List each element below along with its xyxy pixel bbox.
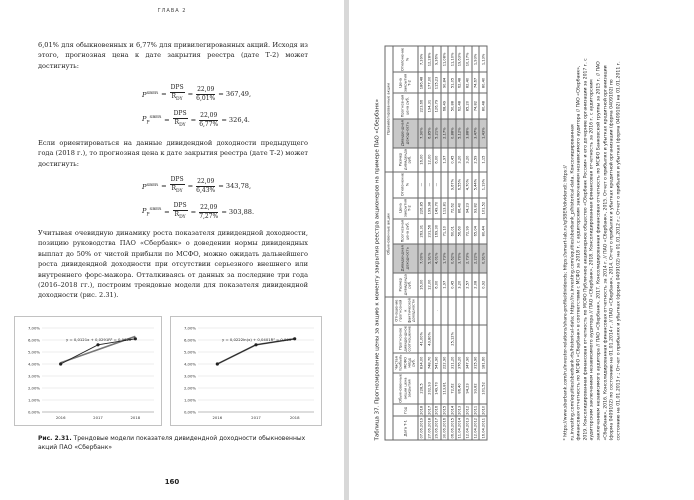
- table-cell: 194,31: [425, 93, 433, 118]
- table-col-header: Прогнозное дивидендное соотношение: [393, 325, 418, 354]
- y-tick-label: 7,00%: [27, 325, 40, 331]
- table-cell: 6,55%: [456, 172, 464, 198]
- table-cell: 11.04.2014: [457, 417, 462, 439]
- table-row: [441, 46, 449, 440]
- table-cell: —: [425, 172, 433, 198]
- table-cell: 181,60: [479, 353, 487, 372]
- table-row: [433, 46, 441, 440]
- table-note: ru.investing.com/equities/sberbank-rts/historical-data; https://ru.investing.com/equities/sberbank_p/historical-data. Консолидированная: [570, 124, 576, 441]
- table-group-blank: [385, 297, 393, 440]
- table-cell: 4,70%: [464, 172, 472, 198]
- table-cell: [418, 297, 426, 325]
- data-point: [293, 337, 296, 340]
- table-cell: 347,90: [464, 353, 472, 372]
- table-cell: [441, 325, 449, 354]
- trend-equation: y = 0,0222ln(x) + 0,0401R² = 0,999: [222, 337, 292, 342]
- y-tick-label: 0,00%: [27, 409, 40, 415]
- table-cell: 51,05: [448, 72, 456, 93]
- table-col-header: Дата Т-1: [393, 416, 418, 440]
- table-cell: 315,90: [472, 353, 480, 372]
- table-cell: 90,84: [441, 72, 449, 93]
- table-cell: 06.06.2015: [450, 417, 455, 439]
- table-cell: 0,62%: [448, 244, 456, 273]
- table-cell: 43,80%: [425, 325, 433, 354]
- y-tick-label: 7,00%: [183, 325, 196, 331]
- table-cell: 7,90%: [418, 119, 426, 148]
- formula-2: $P_P^{SBER}$ = $\frac{\text{DPS}}{R_{DY}}$ = $\frac{22,09}{6,77\%}$ = 326,4.: [142, 110, 250, 129]
- y-tick-label: 4,00%: [27, 361, 40, 367]
- table-cell: 27.06.2018: [427, 417, 432, 439]
- table-cell: 228,5: [418, 373, 426, 405]
- table-col-header: Чистая прибыль МСФО млрд руб.: [393, 353, 418, 372]
- table-cell: 6,00: [433, 148, 441, 172]
- table-col-header: Размер дивиденда руб.: [393, 148, 418, 172]
- table-notes: [564, 56, 623, 441]
- data-point: [96, 343, 99, 346]
- table-cell: 311,20: [448, 353, 456, 372]
- running-header: ГЛАВА 2: [157, 8, 187, 14]
- formula-4: $P_P^{SBER}$ = $\frac{\text{DPS}}{R_{DY}}$ = $\frac{22,09}{7,27\%}$ = 303,88.: [142, 202, 255, 221]
- data-point: [216, 362, 219, 365]
- table-cell: [448, 297, 456, 325]
- table-row: [464, 46, 472, 440]
- table-cell: 60,01: [448, 219, 456, 244]
- table-cell: [472, 325, 480, 354]
- y-tick-label: 5,00%: [27, 349, 40, 355]
- table-cell: 3,70%: [456, 244, 464, 273]
- table-cell: 72,62: [448, 373, 456, 405]
- table-cell: 6,85%: [425, 119, 433, 148]
- table-cell: 1,97: [441, 273, 449, 297]
- page-number: 160: [164, 478, 180, 486]
- table-cell: 748,70: [425, 353, 433, 372]
- y-tick-label: 3,00%: [183, 373, 196, 379]
- table-cell: 2,08: [472, 273, 480, 297]
- table-cell: 16.04.2011: [481, 417, 486, 439]
- table-cell: 4,01%: [433, 244, 441, 273]
- table-row: [425, 46, 433, 440]
- paragraph-2: Если ориентироваться на данные дивидендной доходности предыдущего года (2018 г.), то прогнозная цена к дате закрытия реестра (дате Т-2) может достигнуть:: [38, 139, 308, 168]
- table-cell: 10,17%: [464, 46, 472, 72]
- table-cell: 19,63%: [456, 46, 464, 72]
- table-cell: 541,90: [433, 353, 441, 372]
- table-cell: 2012: [465, 405, 470, 415]
- figure-caption: Рис. 2.31. Трендовые модели показателя дивидендной доходности обыкновенных акций ПАО «Сбербанк»: [38, 435, 306, 451]
- table-row: [448, 46, 456, 440]
- table-col-header: Дивидендная доходность: [393, 119, 418, 148]
- x-tick-label: 2018: [289, 415, 300, 420]
- table-cell: 56,60: [456, 219, 464, 244]
- table-cell: 72,62: [448, 198, 456, 219]
- data-point: [254, 343, 257, 346]
- table-note: * https://www.sberbank.com/ru/investor-relations/share-profile/dividends; https://smart-lab.ru/q/SBER/dividend/; https://: [563, 165, 569, 441]
- table-cell: 5,12%: [456, 119, 464, 148]
- y-tick-label: 2,00%: [27, 385, 40, 391]
- data-point: [134, 337, 137, 340]
- y-tick-label: 1,00%: [27, 397, 40, 403]
- table-cell: 1,97: [441, 148, 449, 172]
- table-cell: 11,10%: [448, 46, 456, 72]
- table-cell: 07.06.2019: [419, 417, 424, 439]
- table-cell: 86,40: [456, 198, 464, 219]
- table-cell: 263,31: [418, 219, 426, 244]
- table-cell: 29.06.2017: [434, 417, 439, 439]
- table-cell: 149,70: [433, 198, 441, 219]
- x-tick-label: 2017: [251, 415, 261, 420]
- table-cell: 149,70: [433, 373, 441, 405]
- table-cell: 30.06.2016: [442, 417, 447, 439]
- table-col-header: Размер дивиденда руб.: [393, 273, 418, 297]
- linear-trend-chart: [14, 316, 162, 426]
- table-cell: [464, 325, 472, 354]
- table-cell: 71,10: [441, 219, 449, 244]
- table-cell: 169,30: [433, 219, 441, 244]
- table-cell: 1,19%: [479, 172, 487, 198]
- formula-3: $P^{SBER}$ = $\frac{\text{DPS}}{R_{DY}}$ = $\frac{22,09}{6,43\%}$ = 343,78,: [142, 176, 252, 195]
- table-col-header: Обыкновенные акции цена закрытия: [393, 373, 418, 405]
- table-cell: 50,88: [448, 93, 456, 118]
- table-cell: 25,12%: [448, 325, 456, 354]
- table-cell: 93,82: [472, 373, 480, 405]
- table-cell: 6,00: [433, 273, 441, 297]
- y-tick-label: 4,00%: [183, 361, 196, 367]
- table-cell: 7,39%: [418, 46, 426, 72]
- table-col-header: Цена закрытия Т-2: [393, 72, 418, 93]
- table-group-ordinary: Обыкновенные акции: [385, 172, 393, 297]
- table-cell: 2,57: [464, 273, 472, 297]
- table-cell: 12.04.2013: [465, 417, 470, 439]
- table-cell: 202,93: [425, 373, 433, 405]
- table-cell: 9,36%: [433, 46, 441, 72]
- data-point: [59, 362, 62, 365]
- table-cell: 115,23: [433, 72, 441, 93]
- table-row: [418, 46, 426, 440]
- table-cell: 65,04: [472, 219, 480, 244]
- table-cell: 12.04.2012: [473, 417, 478, 439]
- y-tick-label: 1,00%: [183, 397, 196, 403]
- table-cell: 68,49: [441, 93, 449, 118]
- table-cell: 0,91%: [479, 244, 487, 273]
- table-col-header: Прогнозная цена руб.: [393, 93, 418, 118]
- right-page: [349, 0, 694, 500]
- table-cell: 80,48: [479, 93, 487, 118]
- y-tick-label: 6,00%: [183, 337, 196, 343]
- table-cell: [456, 325, 464, 354]
- table-cell: 226,85: [418, 198, 426, 219]
- table-cell: 82,40: [464, 72, 472, 93]
- table-cell: [456, 297, 464, 325]
- table-cell: .: [433, 297, 441, 325]
- table-cell: 1,43%: [479, 119, 487, 148]
- table-cell: 376,20: [456, 353, 464, 372]
- table-cell: —: [433, 172, 441, 198]
- table-cell: 2011: [473, 405, 478, 415]
- table-cell: 16,00: [418, 148, 426, 172]
- y-tick-label: 5,00%: [183, 349, 196, 355]
- table-cell: —: [418, 172, 426, 198]
- table-col-header: Отклонение %: [393, 172, 418, 198]
- table-title: Таблица 37. Прогнозирование цены за акцию к моменту закрытия реестра акционеров на примере ПАО «Сбербанк»: [374, 99, 381, 441]
- table-cell: 3,88%: [464, 119, 472, 148]
- table-cell: 2013: [457, 405, 462, 415]
- table-cell: 94,23: [464, 198, 472, 219]
- paragraph-1: 6,01% для обыкновенных и 6,77% для привилегированных акций. Исходя из этого, прогнозная цена к дате закрытия реестра (дате Т-2) может достигнуть:: [38, 41, 308, 70]
- table-cell: 2,73%: [464, 244, 472, 273]
- formula-1: $P^{SBER}$ = $\frac{\text{DPS}}{R_{DY}}$ = $\frac{22,09}{6,01\%}$ = 367,49,: [142, 84, 252, 103]
- table-cell: 2016: [434, 405, 439, 415]
- table-row: [456, 46, 464, 440]
- table-cell: 12,00: [425, 273, 433, 297]
- table-cell: 101,52: [479, 373, 487, 405]
- table-cell: 0,45: [448, 148, 456, 172]
- table-cell: 186,48: [418, 72, 426, 93]
- table-cell: 199,98: [425, 198, 433, 219]
- forecast-table: [385, 46, 488, 441]
- left-page: [0, 0, 344, 500]
- table-cell: 3,20: [456, 148, 464, 172]
- table-cell: 3,47%: [472, 119, 480, 148]
- table-col-header: Отклонение %: [393, 46, 418, 72]
- table-cell: 101,52: [479, 198, 487, 219]
- paragraph-3: Учитывая очевидную динамику роста показателя дивидендной доходности, позицию руководства ПАО «Сбербанк» о доведении нормы дивидендных выплат до 50% от чистой прибыли по МСФО, можно ожидать дальнейшего роста дивидендной доходности при отсутствии серьезного внешнего или внутреннего форс-мажора. Отталкиваясь от данных за последние три года (2016–2018 гг.), построим трендовые модели для показателя дивидендной доходности (рис. 2.31).: [38, 229, 308, 300]
- y-tick-label: 3,00%: [27, 373, 40, 379]
- table-cell: [441, 172, 449, 198]
- y-tick-label: 0,00%: [183, 409, 196, 415]
- table-cell: 12,00: [425, 148, 433, 172]
- table-cell: 126,79: [433, 93, 441, 118]
- table-cell: [472, 297, 480, 325]
- table-cell: 5,91%: [425, 244, 433, 273]
- table-cell: 16,00: [418, 273, 426, 297]
- table-col-header: Прогнозная цена руб.: [393, 219, 418, 244]
- table-cell: 231,56: [425, 219, 433, 244]
- table-cell: 5,21%: [433, 119, 441, 148]
- table-cell: 94,23: [464, 373, 472, 405]
- x-tick-label: 2017: [93, 415, 103, 420]
- table-cell: 85,20: [464, 93, 472, 118]
- table-group-preferred: Привилегированные акции: [385, 46, 393, 171]
- trend-equation: y = 0,0121x + 0,0291R² = 0,9675: [66, 337, 132, 342]
- table-cell: [479, 297, 487, 325]
- table-cell: 74,67: [472, 72, 480, 93]
- table-cell: [464, 297, 472, 325]
- table-cell: [433, 325, 441, 354]
- table-cell: 62,48: [456, 72, 464, 93]
- table-cell: [479, 325, 487, 354]
- table-cell: [441, 297, 449, 325]
- table-cell: 2010: [481, 405, 486, 415]
- table-row: [479, 46, 487, 440]
- table-cell: 2015: [442, 405, 447, 415]
- table-cell: 177,00: [425, 72, 433, 93]
- table-cell: 1,15: [479, 148, 487, 172]
- table-col-header: Отношение прогнозной к фактической доходности: [393, 297, 418, 325]
- y-tick-label: 6,00%: [27, 337, 40, 343]
- x-tick-label: 2018: [130, 415, 141, 420]
- table-cell: 0,92: [479, 273, 487, 297]
- table-cell: 72,99: [464, 219, 472, 244]
- table-cell: 113,81: [441, 198, 449, 219]
- table-cell: 223,66: [418, 93, 426, 118]
- table-cell: 80,44: [479, 219, 487, 244]
- table-cell: [425, 297, 433, 325]
- rotated-table-block: [369, 47, 674, 451]
- table-cell: 62,48: [456, 93, 464, 118]
- table-cell: 1,73%: [441, 244, 449, 273]
- table-cell: 86,40: [456, 373, 464, 405]
- table-cell: 2,17%: [441, 119, 449, 148]
- table-cell: 2,59: [472, 148, 480, 172]
- table-cell: 0,88%: [448, 119, 456, 148]
- table-col-header: Цена закрытия Т-2: [393, 198, 418, 219]
- table-cell: 1,93%: [472, 46, 480, 72]
- y-tick-label: 2,00%: [183, 385, 196, 391]
- table-cell: 0,45: [448, 273, 456, 297]
- table-col-header: Год: [393, 404, 418, 416]
- log-trend-chart: [170, 316, 322, 426]
- table-row: [472, 46, 480, 440]
- table-cell: 80,40: [479, 72, 487, 93]
- x-tick-label: 2016: [212, 415, 223, 420]
- table-note: финансовая отчетность по МСФО «Сбербанк» в соответствии с МСФО за 2018 г. с аудиторским заключением независимого аудитора // ПАО «Сбербанк», 2019. Консолидированная финансовая отчетность по МСФО Публичное акционерное общество «Сбербанк России» и его дочерние организации за 2017 г. с аудиторским заключением независимого аудитора // ПАО «Сбербанк», 2018. Консолидированная финансовая отчетность за 2016 г. с аудиторским заключением независимого аудитора // ПАО «Сбербанк», 2017. Консолидированная финансовая отчетность по МСФО Банковской группы за 2015 г. // ПАО «Сбербанк», 2016. Консолидированная финансовая отчетность за 2014 г. // ПАО «Сбербанк», 2015. Отчет о прибылях и убытках кредитной организации (форма 0409102) по состоянию на 01.01.2014 г. // ПАО «Сбербанк», 2014. Отчет о прибылях и убытках кредитной организации (форма 0409102) по состоянию на 01.01.2013 г.; Отчет о прибылях и убытках (форма 0409102) на 01.01.2012 г.; Отчет о прибылях и убытках (форма 0409102) на 01.01.2011 г.: [576, 58, 622, 441]
- table-cell: 113,81: [441, 373, 449, 405]
- table-cell: 2017: [427, 405, 432, 415]
- table-cell: 9,67%: [448, 172, 456, 198]
- table-cell: 5,44%: [472, 172, 480, 198]
- table-cell: 834,00: [418, 353, 426, 372]
- table-cell: 3,20: [464, 148, 472, 172]
- table-cell: 93,82: [472, 198, 480, 219]
- table-cell: 74,82: [472, 93, 480, 118]
- table-cell: 2,22%: [472, 244, 480, 273]
- table-cell: 11,08%: [441, 46, 449, 72]
- table-cell: 3,20: [456, 273, 464, 297]
- table-cell: 1,13%: [479, 46, 487, 72]
- table-cell: 12,28%: [425, 46, 433, 72]
- table-cell: 222,90: [441, 353, 449, 372]
- table-cell: 2018: [419, 405, 424, 415]
- table-cell: 41,00%: [418, 325, 426, 354]
- table-cell: 7,00%: [418, 244, 426, 273]
- x-tick-label: 2016: [55, 415, 66, 420]
- table-col-header: Дивидендная доходность: [393, 244, 418, 273]
- table-cell: 2014: [450, 405, 455, 415]
